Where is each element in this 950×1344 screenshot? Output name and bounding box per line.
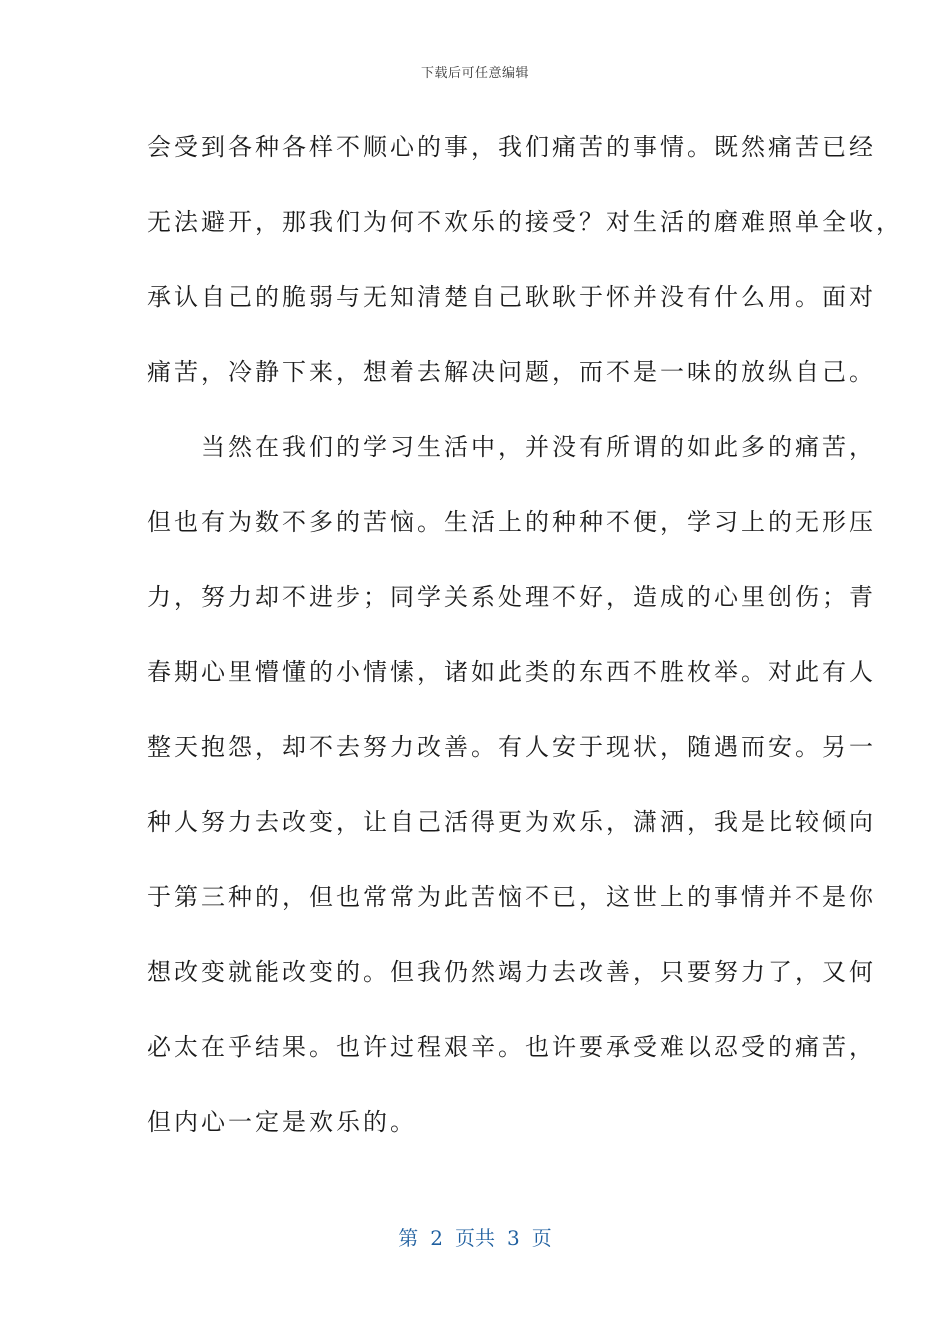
page-number-footer [0,1226,950,1250]
page-suffix: 页 [531,1226,552,1250]
paragraph-line: 但内心一定是欢乐的。 [147,1108,417,1136]
paragraph-line: 种人努力去改变，让自己活得更为欢乐，潇洒，我是比较倾向 [147,808,876,836]
paragraph-line: 痛苦，冷静下来，想着去解决问题，而不是一味的放纵自己。 [147,358,876,386]
total-page-number: 3 [507,1226,520,1250]
paragraph-line: 承认自己的脆弱与无知清楚自己耿耿于怀并没有什么用。面对 [147,283,876,311]
paragraph-line: 力，努力却不进步；同学关系处理不好，造成的心里创伤；青 [147,583,876,611]
paragraph-line: 当然在我们的学习生活中，并没有所谓的如此多的痛苦， [147,433,876,461]
page-middle-label: 页共 [455,1226,495,1250]
paragraph-line: 于第三种的，但也常常为此苦恼不已，这世上的事情并不是你 [147,883,876,911]
paragraph-line: 想改变就能改变的。但我仍然竭力去改善，只要努力了，又何 [147,958,876,986]
paragraph-line: 会受到各种各样不顺心的事，我们痛苦的事情。既然痛苦已经 [147,133,876,161]
page-header: 下载后可任意编辑 [420,66,529,81]
page-prefix: 第 [398,1226,419,1250]
paragraph-line: 必太在乎结果。也许过程艰辛。也许要承受难以忍受的痛苦， [147,1033,876,1061]
paragraph-line: 但也有为数不多的苦恼。生活上的种种不便，学习上的无形压 [147,508,876,536]
current-page-number: 2 [430,1226,443,1250]
paragraph-line: 整天抱怨，却不去努力改善。有人安于现状，随遇而安。另一 [147,733,876,761]
paragraph-line: 春期心里懵懂的小情愫，诸如此类的东西不胜枚举。对此有人 [147,658,876,686]
paragraph-line: 无法避开，那我们为何不欢乐的接受？对生活的磨难照单全收， [147,208,903,236]
body-text [147,125,903,1175]
